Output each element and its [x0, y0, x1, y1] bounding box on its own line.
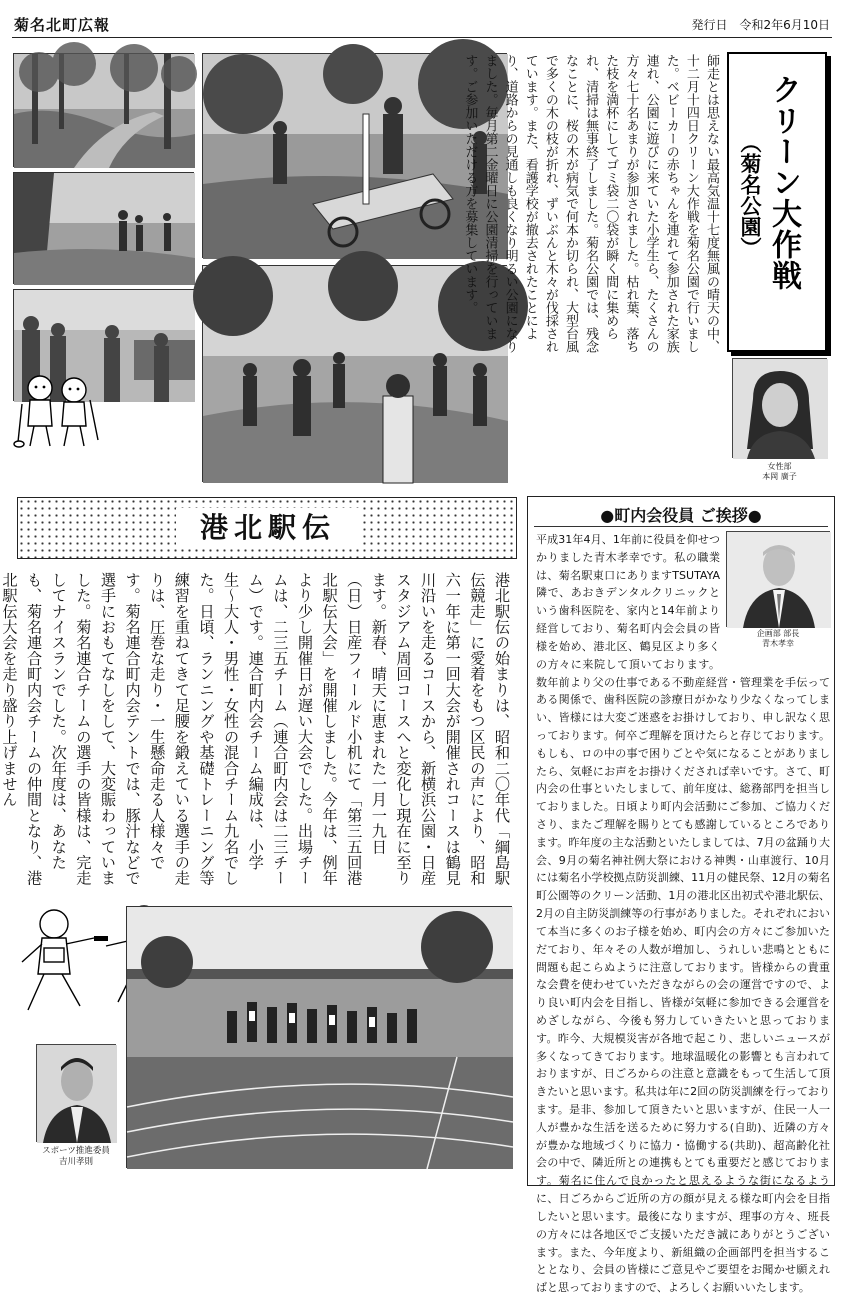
cleanup-article-body: 師走とは思えない最高気温十七度無風の晴天の中、十二月十四日クリーン大作戦を菊名公園で行いました。ベビーカーの赤ちゃんを連れて参加された家族連れ、公園に遊びに来ていた小学生ら、たくさんの方々七十名あまりが参加されました。枯れ葉、落ちた枝を満杯にしてゴミ袋二〇袋が瞬く間に集められ、清掃は無事終了しました。菊名公園では、残念なことに、桜の木が病気で何本か切られ、大型台風で多くの木の枝が折れ、ずいぶんと木々が伐採されています。また、看護学校が撤去されたことにより、道路からの見通しも良くなり明るい公園になりました。毎月第二金曜日に公園清掃を行っています。ご参加いただける方を募集しています。 — [462, 54, 719, 353]
park-path-photo — [13, 53, 194, 167]
masthead: 菊名北町広報 — [14, 16, 111, 34]
issue-date: 発行日 令和2年6月10日 — [691, 18, 830, 32]
sports-committee-role: スポーツ推進委員 — [42, 1146, 110, 1156]
sports-committee-caption — [22, 1146, 130, 1168]
ekiden-banner — [17, 497, 517, 559]
sports-committee-portrait — [36, 1044, 116, 1142]
ekiden-article-body: 港北駅伝の始まりは、昭和二〇年代「綱島駅伝競走」に愛着をもつ区民の声により、昭和六一年に第一回大会が開催されコースは鶴見川沿いを走るコースから、新横浜公園・日産スタジアム周回コースへと変化し現在に至ります。新春、晴天に恵まれた一月一九日（日）日産フィールド小机にて「第三五回港北駅伝大会」を開催しました。今年は、例年より少し開催日が遅い大会でした。出場チームは、二三五チーム（連合町内会は二三チーム）です。連合町内会チーム編成は、小学生〜大人・男性・女性の混合チーム九名でした。日頃、ランニングや基礎トレーニング等練習を重ねてきて足腰を鍛えている選手の走りは、圧巻な走り・一生懸命走る人様々です。菊名連合町内会テントでは、豚汁などで選手におもてなしをして、大変賑わっていました。菊名連合チームの選手の皆様は、完走してナイスランでした。次年度は、あなたも、菊名連合町内会チームの仲間となり、港北駅伝大会を走り盛り上げません — [0, 572, 511, 886]
cleanup-title-box — [727, 52, 827, 352]
planning-director-portrait — [726, 531, 830, 627]
greeting-text: 平成31年4月、1年前に役員を仰せつかりました青木孝幸です。私の職業は、菊名駅東口にありますTSUTAYA隣で、あおきデンタルクリニックという歯科医院を、家内と14年前より経営しており、菊名町内会会員の皆様を始め、港北区、鶴見区より多くの方々に来院して頂いております。数年前より父の仕事である不動産経営・管理業を手伝ってある関係で、歯科医院の診療日がかなり少なくなってしまい、皆様には大変ご迷惑をお掛けしており、申し訳なく思っております。何卒ご理解を頂けたらと存じております。もしも、ロの中の事で困りごとや気になることがありましたら、気軽にお声をお掛けくだされば幸いです。さて、町内会の仕事といたしまして、前年度は、総務部門を担当しておりました。日頃より町内会活動にご参加、ご協力くださり、またご理解を賜りとても感謝しているところであります。昨年度の主な活動といたしましては、7月の盆踊り大会、9月の菊名神社例大祭における神輿・山車渡行、10月には菊名小学校拠点防災訓練、11月の健民祭、12月の菊名町公園等のクリーン活動、1月の港北区出初式や港北駅伝、2月の自主防災訓練等の行事がありました。それぞれにおいて本当に多くのお子様を始め、町内会の方々にご参加いただており、年々その人数が増加し、うれしい悲鳴とともに問題も起こらぬように注意しております。皆様からの貴重な会費を使わせていただきながらの会の運営ですので、より良い町内会を目指し、皆様が気軽に参加できる会運営をめざしながら、今後も努力していきたいと思っております。昨今、大規模災害が各地で起こり、悲しいニュースが多くなってきております。地球温暖化の影響とも言われておりますが、日ごろからの注意と意識をもって生活して頂きたいと思います。私共は年に2回の防災訓練を行っております。是非、参加して頂きたいと思いますが、住民一人一人が豊かな生活を送るために努力する(自助)、近隣の方々が豊かな地域づくりに協力・協働する(共助)、超高齢化社会の中で、隣近所との連携もとても重要だと感じております。菊名に住んで良かったと思えるような街になるように、日ごろからご近所の方の顔が見える様な町内会を目指したいと思います。最後になりますが、理事の方々、班長の方々には各地区でご支援いただき誠にありがとうございます。また、今年度より、新組織の企画部門を担当することとなり、会員の皆様にご意見やご要望をお聞かせ願えればと思っておりますので、よろしくお願いいたします。 — [536, 533, 830, 1295]
ekiden-title: 港北駅伝 — [176, 508, 360, 548]
womens-division-portrait — [732, 358, 827, 458]
sports-committee-name: 吉川孝則 — [58, 1157, 93, 1168]
planning-director-caption — [726, 629, 830, 650]
page-header — [12, 12, 832, 38]
cleanup-title: クリーン大作戦 — [766, 74, 801, 291]
womens-division-name: 本岡 廣子 — [762, 472, 797, 482]
kids-sweeping-illustration — [14, 370, 100, 452]
planning-director-name: 青木孝幸 — [762, 639, 794, 649]
planning-director-photo-block — [726, 531, 830, 653]
womens-division-caption — [732, 462, 827, 483]
officer-greeting-body — [536, 531, 830, 1295]
cleanup-subtitle: （菊名公園） — [738, 132, 762, 258]
greeting-divider — [534, 526, 828, 527]
planning-director-role: 企画部 部長 — [756, 629, 800, 638]
womens-division-role: 女性部 — [767, 462, 792, 471]
officer-greeting-box — [527, 496, 835, 1295]
officer-greeting-title: ●町内会役員 ご挨拶● — [600, 506, 762, 525]
park-children-photo — [13, 172, 194, 284]
ekiden-race-photo — [126, 906, 512, 1168]
